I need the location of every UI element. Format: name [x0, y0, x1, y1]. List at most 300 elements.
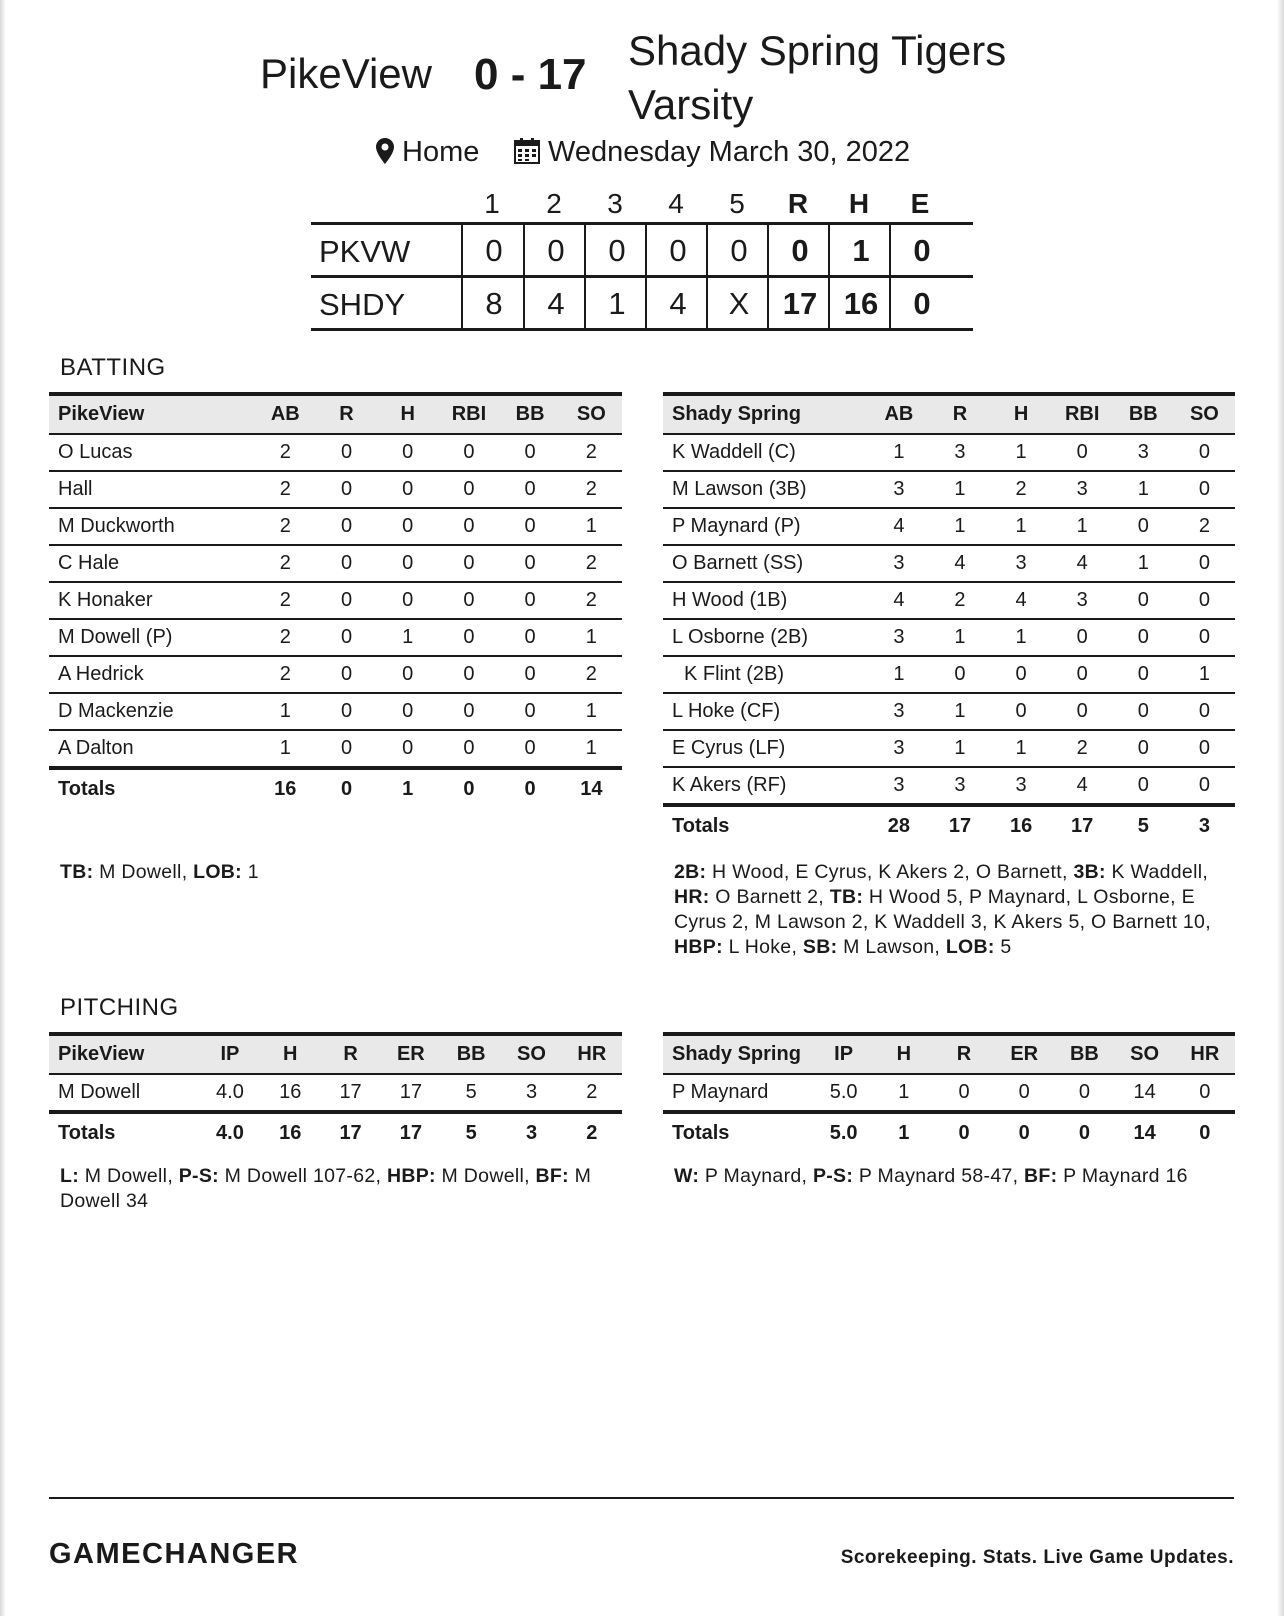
totals-cell: 14 — [1133, 1121, 1156, 1144]
stat-cell: 0 — [438, 730, 499, 768]
stat-cell: 3 — [991, 545, 1052, 582]
pitching-table-away — [49, 1032, 622, 1152]
stat-header: AB — [255, 394, 316, 434]
stat-header: HR — [1175, 1034, 1235, 1074]
linescore-column-label: 3 — [607, 188, 623, 219]
totals-row — [49, 1112, 622, 1152]
note-label: LOB: — [945, 936, 995, 958]
stat-cell: 0 — [1113, 656, 1174, 693]
linescore-row — [311, 222, 973, 275]
stat-cell: 1 — [929, 619, 990, 656]
batting-table-away — [49, 392, 622, 808]
stat-cell: 0 — [1175, 1074, 1235, 1112]
note-text: P Maynard 16 — [1057, 1165, 1188, 1187]
stat-cell: 1 — [991, 434, 1052, 471]
player-name: O Barnett (SS) — [663, 545, 868, 582]
stat-header: H — [874, 1034, 934, 1074]
totals-cell: 0 — [340, 777, 353, 800]
table-row — [49, 619, 622, 656]
linescore-cell: 0 — [706, 225, 770, 275]
team-header: Shady Spring — [663, 1034, 814, 1074]
stat-cell: 4 — [868, 582, 929, 619]
linescore-cell: 17 — [767, 278, 831, 328]
note-text: 1 — [241, 861, 259, 883]
footer-tagline: Scorekeeping. Stats. Live Game Updates. — [840, 1547, 1234, 1568]
table-row — [663, 730, 1235, 767]
stat-cell: 0 — [438, 545, 499, 582]
stat-cell: 5.0 — [814, 1074, 874, 1112]
linescore-cell: 0 — [889, 278, 953, 328]
table-row — [49, 434, 622, 471]
stat-cell: 1 — [377, 619, 438, 656]
linescore-cell: X — [706, 278, 770, 328]
totals-cell: 3 — [1198, 814, 1210, 837]
stat-cell: 3 — [1052, 471, 1113, 508]
totals-cell: 17 — [948, 814, 972, 837]
batting-notes-away — [60, 860, 615, 885]
note-label: P-S: — [178, 1165, 219, 1187]
note-label: P-S: — [812, 1165, 854, 1187]
totals-cell: 5 — [1137, 814, 1149, 837]
stat-cell: 3 — [1052, 582, 1113, 619]
note-text: O Barnett 2, — [709, 886, 830, 908]
stat-cell: 0 — [1113, 730, 1174, 767]
stat-cell: 2 — [255, 545, 316, 582]
stat-cell: 1 — [868, 434, 929, 471]
stat-cell: 0 — [500, 471, 561, 508]
stat-cell: 0 — [1174, 730, 1235, 767]
table-row — [49, 582, 622, 619]
stat-cell: 4 — [1052, 767, 1113, 805]
stat-cell: 3 — [868, 471, 929, 508]
table-row — [663, 1074, 1235, 1112]
totals-cell: 17 — [1071, 814, 1094, 837]
linescore-cell: 8 — [461, 278, 525, 328]
note-text: P Maynard, — [699, 1165, 813, 1187]
stat-cell: 14 — [1115, 1074, 1175, 1112]
player-name: M Lawson (3B) — [663, 471, 868, 508]
stat-cell: 3 — [929, 434, 990, 471]
stat-cell: 0 — [438, 656, 499, 693]
stat-cell: 2 — [255, 508, 316, 545]
totals-label: Totals — [672, 1121, 730, 1144]
stat-cell: 4 — [929, 545, 990, 582]
stat-cell: 2 — [561, 471, 622, 508]
team-header: Shady Spring — [663, 394, 868, 434]
table-row — [663, 508, 1235, 545]
table-header-row — [49, 394, 622, 434]
table-row — [663, 582, 1235, 619]
stat-cell: 0 — [316, 693, 377, 730]
linescore-team-abbr: PKVW — [319, 234, 411, 269]
stat-header: H — [377, 394, 438, 434]
player-name: A Hedrick — [49, 656, 255, 693]
stat-cell: 0 — [1174, 619, 1235, 656]
note-text: M Dowell, — [435, 1165, 536, 1187]
player-name: O Lucas — [49, 434, 255, 471]
totals-cell: 17 — [339, 1121, 362, 1144]
stat-cell: 0 — [438, 434, 499, 471]
note-label: TB: — [60, 861, 94, 883]
stat-cell: 0 — [316, 656, 377, 693]
batting-section-title: BATTING — [60, 354, 166, 381]
stat-header: RBI — [438, 394, 499, 434]
totals-row — [663, 1112, 1235, 1152]
stat-header: BB — [1054, 1034, 1114, 1074]
table-header-row — [663, 394, 1235, 434]
stat-cell: 0 — [438, 693, 499, 730]
linescore-column-label: 1 — [484, 188, 500, 219]
totals-label: Totals — [58, 1121, 116, 1144]
totals-cell: 0 — [1199, 1121, 1211, 1144]
stat-cell: 0 — [316, 434, 377, 471]
linescore-header — [311, 186, 973, 222]
stat-cell: 1 — [561, 730, 622, 768]
stat-cell: 1 — [1113, 545, 1174, 582]
totals-cell: 16 — [274, 777, 297, 800]
stat-cell: 1 — [1174, 656, 1235, 693]
totals-row — [663, 805, 1235, 845]
note-label: HBP: — [386, 1165, 436, 1187]
stat-cell: 0 — [1113, 582, 1174, 619]
note-label: SB: — [802, 936, 838, 958]
stat-cell: 0 — [438, 508, 499, 545]
table-row — [49, 471, 622, 508]
note-text: P Maynard 58-47, — [853, 1165, 1025, 1187]
stat-header: BB — [500, 394, 561, 434]
linescore-cell: 0 — [461, 225, 525, 275]
stat-cell: 0 — [929, 656, 990, 693]
totals-cell: 16 — [1009, 814, 1033, 837]
totals-cell: 0 — [1078, 1121, 1090, 1144]
stat-header: BB — [441, 1034, 501, 1074]
stat-cell: 0 — [1052, 434, 1113, 471]
note-text: M Dowell 107-62, — [218, 1165, 387, 1187]
totals-cell: 1 — [898, 1121, 910, 1144]
stat-cell: 3 — [868, 619, 929, 656]
stat-header: SO — [1115, 1034, 1175, 1074]
stat-cell: 0 — [994, 1074, 1054, 1112]
stat-cell: 0 — [934, 1074, 994, 1112]
totals-cell: 14 — [580, 777, 603, 800]
totals-cell: 3 — [525, 1121, 538, 1144]
map-pin-icon — [376, 138, 394, 164]
stat-cell: 0 — [377, 508, 438, 545]
stat-cell: 0 — [316, 619, 377, 656]
stat-cell: 0 — [1174, 693, 1235, 730]
stat-header: R — [929, 394, 990, 434]
stat-cell: 2 — [561, 545, 622, 582]
stat-header: H — [260, 1034, 320, 1074]
stat-cell: 3 — [868, 545, 929, 582]
stat-cell: 1 — [929, 693, 990, 730]
player-name: L Osborne (2B) — [663, 619, 868, 656]
footer-divider — [49, 1497, 1234, 1499]
pitching-notes-away — [60, 1164, 625, 1214]
totals-label: Totals — [672, 814, 730, 837]
linescore-cell: 16 — [828, 278, 892, 328]
linescore-table — [311, 186, 973, 331]
player-name: L Hoke (CF) — [663, 693, 868, 730]
note-text: M Lawson, — [837, 936, 946, 958]
linescore-column-label: 2 — [546, 188, 562, 219]
player-name: A Dalton — [49, 730, 255, 768]
stat-header: IP — [814, 1034, 874, 1074]
stat-header: HR — [562, 1034, 622, 1074]
stat-cell: 0 — [316, 730, 377, 768]
note-text: K Waddell, — [1105, 861, 1209, 883]
stat-cell: 0 — [316, 582, 377, 619]
stat-cell: 2 — [561, 582, 622, 619]
table-row — [49, 508, 622, 545]
stat-cell: 0 — [500, 693, 561, 730]
linescore-column-label: H — [848, 188, 870, 219]
stat-cell: 0 — [438, 619, 499, 656]
stat-header: SO — [1174, 394, 1235, 434]
page-edge-left — [0, 0, 6, 1616]
note-text: M Dowell, — [93, 861, 194, 883]
note-text: H Wood, E Cyrus, K Akers 2, O Barnett, — [706, 861, 1074, 883]
stat-cell: 1 — [929, 471, 990, 508]
away-team-name: PikeView — [260, 50, 432, 97]
totals-cell: 5 — [465, 1121, 477, 1144]
stat-cell: 0 — [377, 471, 438, 508]
stat-cell: 0 — [991, 656, 1052, 693]
stat-cell: 2 — [561, 434, 622, 471]
stat-cell: 2 — [255, 582, 316, 619]
linescore-column-label: R — [787, 188, 809, 219]
linescore-cell: 1 — [584, 278, 648, 328]
note-text: H Wood 5, P Maynard, L Osborne, E Cyrus 2, M Lawson 2, K Waddell 3, K Akers 5, O Barnett 10, — [674, 886, 1211, 933]
table-row — [663, 545, 1235, 582]
linescore-team-abbr: SHDY — [319, 287, 406, 322]
stat-header: RBI — [1052, 394, 1113, 434]
player-name: M Dowell (P) — [49, 619, 255, 656]
table-row — [663, 471, 1235, 508]
stat-cell: 17 — [381, 1074, 441, 1112]
table-row — [49, 693, 622, 730]
stat-cell: 3 — [868, 730, 929, 767]
stat-cell: 1 — [255, 693, 316, 730]
player-name: K Flint (2B) — [663, 656, 868, 693]
stat-cell: 1 — [929, 508, 990, 545]
stat-cell: 0 — [377, 693, 438, 730]
stat-cell: 0 — [1054, 1074, 1114, 1112]
page-edge-right — [1277, 0, 1284, 1616]
stat-header: R — [320, 1034, 380, 1074]
table-row — [49, 730, 622, 768]
stat-cell: 2 — [991, 471, 1052, 508]
totals-cell: 5.0 — [829, 1121, 858, 1144]
stat-header: ER — [381, 1034, 441, 1074]
stat-cell: 1 — [1052, 508, 1113, 545]
stat-header: SO — [501, 1034, 561, 1074]
stat-cell: 1 — [991, 508, 1052, 545]
totals-cell: 0 — [958, 1121, 970, 1144]
stat-header: SO — [561, 394, 622, 434]
stat-cell: 0 — [991, 693, 1052, 730]
stat-cell: 0 — [500, 545, 561, 582]
note-text: M Dowell, — [79, 1165, 179, 1187]
totals-cell: 0 — [524, 777, 536, 800]
stat-cell: 2 — [255, 434, 316, 471]
team-header: PikeView — [49, 1034, 200, 1074]
table-row — [49, 545, 622, 582]
stat-cell: 5 — [441, 1074, 501, 1112]
table-row — [663, 619, 1235, 656]
stat-cell: 3 — [501, 1074, 561, 1112]
linescore-column-label: E — [910, 188, 930, 219]
stat-cell: 0 — [1113, 767, 1174, 805]
stat-cell: 0 — [438, 471, 499, 508]
stat-cell: 1 — [561, 508, 622, 545]
table-header-row — [49, 1034, 622, 1074]
stat-cell: 4 — [991, 582, 1052, 619]
gamechanger-logo: GAMECHANGER — [49, 1538, 300, 1570]
player-name: K Akers (RF) — [663, 767, 868, 805]
note-label: W: — [674, 1165, 700, 1187]
batting-notes-home — [674, 860, 1229, 960]
stat-cell: 0 — [500, 508, 561, 545]
stat-cell: 3 — [1113, 434, 1174, 471]
stat-cell: 0 — [1174, 767, 1235, 805]
table-row — [663, 693, 1235, 730]
game-date — [514, 136, 910, 169]
player-name: M Dowell — [49, 1074, 200, 1112]
totals-cell: 0 — [1018, 1121, 1030, 1144]
stat-cell: 0 — [438, 582, 499, 619]
note-label: HBP: — [674, 936, 723, 958]
table-row — [663, 767, 1235, 805]
stat-cell: 1 — [561, 693, 622, 730]
stat-cell: 0 — [500, 656, 561, 693]
totals-cell: 4.0 — [216, 1121, 244, 1144]
stat-cell: 0 — [1052, 619, 1113, 656]
stat-cell: 0 — [316, 471, 377, 508]
stat-cell: 2 — [929, 582, 990, 619]
date-label: Wednesday March 30, 2022 — [548, 136, 911, 168]
player-name: Hall — [49, 471, 255, 508]
stat-cell: 0 — [1174, 545, 1235, 582]
note-text: M Dowell 34 — [60, 1165, 592, 1212]
stat-cell: 3 — [991, 767, 1052, 805]
totals-cell: 2 — [586, 1121, 598, 1144]
note-label: 3B: — [1073, 861, 1106, 883]
final-score: 0 - 17 — [474, 50, 587, 99]
totals-cell: 17 — [399, 1121, 422, 1144]
stat-cell: 1 — [991, 730, 1052, 767]
note-text: L Hoke, — [722, 936, 803, 958]
calendar-icon — [514, 138, 540, 164]
linescore-cell: 1 — [828, 225, 892, 275]
linescore-column-label: 5 — [729, 188, 745, 219]
player-name: E Cyrus (LF) — [663, 730, 868, 767]
stat-cell: 4.0 — [200, 1074, 260, 1112]
stat-cell: 0 — [1052, 656, 1113, 693]
stat-cell: 0 — [1052, 693, 1113, 730]
stat-cell: 4 — [868, 508, 929, 545]
note-label: TB: — [829, 886, 864, 908]
home-team-name: Shady Spring Tigers Varsity — [628, 27, 1007, 128]
stat-cell: 2 — [562, 1074, 622, 1112]
stat-cell: 0 — [1113, 619, 1174, 656]
stat-header: H — [991, 394, 1052, 434]
totals-row — [49, 768, 622, 808]
stat-cell: 0 — [316, 508, 377, 545]
player-name: M Duckworth — [49, 508, 255, 545]
stat-cell: 2 — [1052, 730, 1113, 767]
player-name: P Maynard — [663, 1074, 814, 1112]
stat-cell: 16 — [260, 1074, 320, 1112]
totals-label: Totals — [58, 777, 116, 800]
table-row — [663, 656, 1235, 693]
note-label: LOB: — [193, 861, 242, 883]
stat-cell: 0 — [1174, 471, 1235, 508]
location-label: Home — [402, 136, 480, 168]
player-name: K Waddell (C) — [663, 434, 868, 471]
pitching-notes-home — [674, 1164, 1229, 1189]
stat-cell: 0 — [500, 434, 561, 471]
player-name: K Honaker — [49, 582, 255, 619]
stat-cell: 1 — [929, 730, 990, 767]
note-label: HR: — [674, 886, 710, 908]
stat-cell: 1 — [1113, 471, 1174, 508]
stat-cell: 2 — [255, 619, 316, 656]
note-label: BF: — [1024, 1165, 1058, 1187]
stat-cell: 0 — [377, 582, 438, 619]
totals-cell: 1 — [402, 777, 414, 800]
stat-cell: 2 — [255, 656, 316, 693]
linescore-cell: 0 — [523, 225, 587, 275]
stat-cell: 1 — [868, 656, 929, 693]
stat-cell: 0 — [1113, 693, 1174, 730]
linescore-cell: 0 — [584, 225, 648, 275]
note-label: 2B: — [674, 861, 707, 883]
player-name: D Mackenzie — [49, 693, 255, 730]
linescore-cell: 0 — [889, 225, 953, 275]
stat-header: IP — [200, 1034, 260, 1074]
batting-table-home — [663, 392, 1235, 845]
stat-header: R — [934, 1034, 994, 1074]
stat-cell: 2 — [1174, 508, 1235, 545]
linescore-cell: 0 — [767, 225, 831, 275]
stat-cell: 0 — [1174, 582, 1235, 619]
stat-cell: 1 — [255, 730, 316, 768]
note-text: 5 — [994, 936, 1012, 958]
stat-cell: 0 — [500, 619, 561, 656]
stat-cell: 0 — [377, 434, 438, 471]
stat-cell: 2 — [255, 471, 316, 508]
stat-cell: 0 — [500, 730, 561, 768]
stat-cell: 4 — [1052, 545, 1113, 582]
stat-cell: 0 — [377, 656, 438, 693]
linescore-cell: 4 — [645, 278, 709, 328]
table-header-row — [663, 1034, 1235, 1074]
note-label: BF: — [535, 1165, 569, 1187]
stat-cell: 3 — [929, 767, 990, 805]
stat-cell: 1 — [991, 619, 1052, 656]
linescore-cell: 4 — [523, 278, 587, 328]
table-row — [663, 434, 1235, 471]
stat-header: AB — [868, 394, 929, 434]
stat-cell: 3 — [868, 767, 929, 805]
player-name: H Wood (1B) — [663, 582, 868, 619]
stat-cell: 2 — [561, 656, 622, 693]
linescore-cell: 0 — [645, 225, 709, 275]
stat-cell: 1 — [874, 1074, 934, 1112]
team-header: PikeView — [49, 394, 255, 434]
stat-cell: 17 — [320, 1074, 380, 1112]
